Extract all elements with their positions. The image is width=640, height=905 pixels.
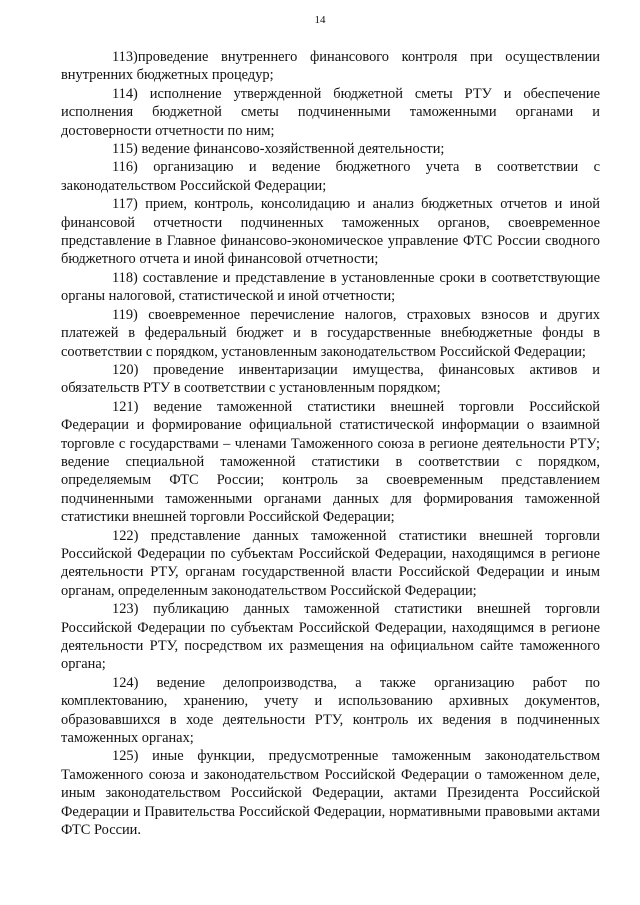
paragraph-123: 123) публикацию данных таможенной статистики внешней торговли Российской Федерации по субъектам Российской Федерации, находящимся в регионе деятельности РТУ, посредством их размещения на официальном сайте таможенного органа; <box>61 601 600 673</box>
paragraph-121: 121) ведение таможенной статистики внешней торговли Российской Федерации и формирование официальной статистической информации о взаимной торговле с государствами – членами Таможенного союза в регионе деятельности РТУ; ведение специальной таможенной статистики в соответствии с порядком, определяемым ФТС России; контроль за своевременным представлением подчиненными таможенными органами данных для формирования таможенной статистики внешней торговли Российской Федерации; <box>61 398 600 526</box>
paragraph-118: 118) составление и представление в установленные сроки в соответствующие органы налоговой, статистической и иной отчетности; <box>61 269 600 305</box>
page-number: 14 <box>314 14 326 26</box>
paragraph-116: 116) организацию и ведение бюджетного учета в соответствии с законодательством Российской Федерации; <box>61 159 600 194</box>
paragraph-124: 124) ведение делопроизводства, а также организацию работ по комплектованию, хранению, учету и использованию архивных документов, образовавшихся в ходе деятельности РТУ, контроль их ведения в подчиненных таможенных органах; <box>61 674 600 747</box>
paragraph-113: 113)проведение внутреннего финансового контроля при осуществлении внутренних бюджетных процедур; <box>61 49 600 84</box>
paragraph-119: 119) своевременное перечисление налогов, страховых взносов и других платежей в федеральный бюджет и в государственные внебюджетные фонды в соответствии с порядком, установленным законодательством Российской Федерации; <box>61 306 600 360</box>
paragraph-120: 120) проведение инвентаризации имущества, финансовых активов и обязательств РТУ в соответствии с установленным порядком; <box>61 361 600 397</box>
paragraph-125: 125) иные функции, предусмотренные таможенным законодательством Таможенного союза и законодательством Российской Федерации о таможенном деле, иным законодательством Российской Федерации, актами Президента Российской Федерации и Правительства Российской Федерации, нормативными правовыми актами ФТС России. <box>61 748 600 839</box>
paragraph-114: 114) исполнение утвержденной бюджетной сметы РТУ и обеспечение исполнения бюджетной сметы подчиненными таможенными органами и достоверности отчетности по ним; <box>61 85 600 139</box>
paragraph-122: 122) представление данных таможенной статистики внешней торговли Российской Федерации по субъектам Российской Федерации, находящимся в регионе деятельности РТУ, органам государственной власти Российской Федерации и иным органам, определенным законодательством Российской Федерации; <box>61 527 600 599</box>
document-body <box>61 48 600 839</box>
paragraph-117: 117) прием, контроль, консолидацию и анализ бюджетных отчетов и иной финансовой отчетности подчиненных таможенных органов, своевременное представление в Главное финансово-экономическое управление ФТС России сводного бюджетного отчета и иной финансовой отчетности; <box>61 196 600 268</box>
paragraph-115: 115) ведение финансово-хозяйственной деятельности; <box>112 141 445 158</box>
